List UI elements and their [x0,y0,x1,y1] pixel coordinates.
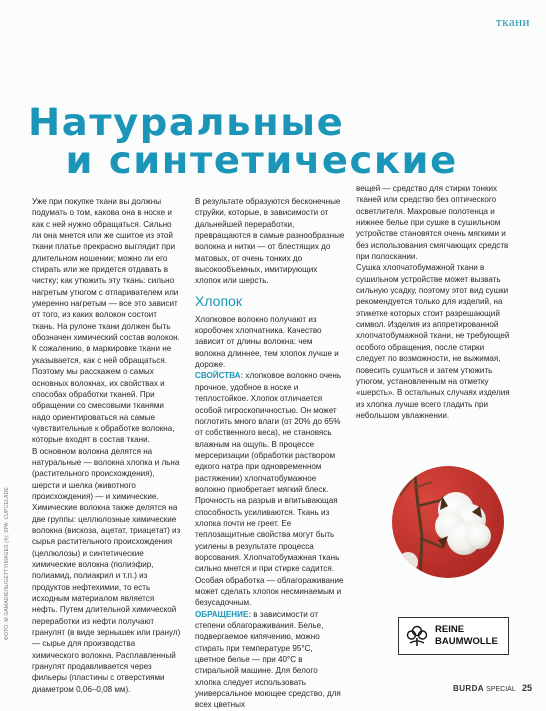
properties-label: СВОЙСТВА: [195,371,244,381]
care-text: в зависимости от степени облагораживания. Белье, подвергаемое кипячению, можно стирать при температуре 95°С, цветное белье — при 40°С в стиральной машине. Для белого хлопка следует использовать универсальное моющее средство, для всех цветных [195,609,341,710]
photo-credit: ФОТО: M.GAMADIЕЛЬ/GETTYIMAGES (4); SPA; CUPCELADE [4,487,10,640]
footer-brand: BURDA [453,684,484,693]
col2-properties [195,370,345,608]
footer-special: SPECIAL [486,686,516,693]
page-footer [453,683,532,693]
title-line-1: Натуральные [28,101,345,144]
badge-line-2: BAUMWOLLE [435,636,498,647]
subheading-cotton: Хлопок [195,292,242,309]
col2-care [195,609,345,711]
col1-paragraph-1: Уже при покупке ткани вы должны подумать о том, какова она в носке и как с ней нужно обращаться. Сильно ли она мнется или же сшитое из этой ткани платье прекрасно выглядит при длительном ношении; можно ли его стирать или же придется отдавать в чистку; как утюжить эту ткань: сильно нагретым утюгом с отпаривателем или умеренно нагретым — все это зависит от того, из каких волокон состоит ткань. На рулоне ткани должен быть обозначен химический состав волокон. К сожалению, в маркировке ткани не указывается, как с ней обращаться. Поэтому мы расскажем о самых основных волокнах, их свойствах и способах обработки тканей. При обращении со смесовыми тканями надо ориентироваться на самые чувствительные к обработке волокна, которые входят в состав ткани. [32,197,180,445]
text-column-3 [356,183,516,421]
title-line-2: и синтетические [65,139,458,182]
pure-cotton-badge [398,617,509,655]
cotton-photo [392,466,504,578]
col3-paragraph-2: Сушка хлопчатобумажной ткани в сушильном устройстве может вызвать сильную усадку, поэтому этот вид сушки рекомендуется только для изделий, на этикетке которых стоит разрешающий символ. Изделия из аппретированной хлопчатобумажной ткани, не требующей особого обращения, после стирки следует по возможности, не выжимая, повесить сушиться и затем утюжить утюгом, установленным на отметку «шерсть». В остальных случаях изделия из хлопка лучше всего гладить при небольшом увлажнении. [356,263,510,420]
badge-text [435,624,498,648]
col3-paragraph-1: вещей — средство для стирки тонких тканей или средство без оптического осветлителя. Махровые полотенца и нижнее белье при сушке в сушильном устройстве становятся очень мягкими и без использования смягчающих средств при полоскании. [356,184,509,262]
text-column-2 [195,196,345,711]
care-label: ОБРАЩЕНИЕ: [195,609,252,619]
properties-text: хлопковое волокно очень прочное, удобное в носке и теплостойкое. Хлопок отличается особой гигроскопичностью. Он может поглотить много влаги (от 20% до 65% от собственного веса), не становясь влажным на ощупь. В процессе мерсеризации (обработки раствором едкого натра при одновременном растяжении) хлопчатобумажное волокно приобретает мягкий блеск. Прочность на разрыв и впитывающая способность усиливаются. Ткань из хлопка почти не греет. Ее теплозащитные свойства могут быть усилены в результате процесса ворсования. Хлопчатобумажная ткань сильно мнется и при стирке садится. Особая обработка — облагораживание может сделать хлопок несминаемым и безусадочным. [195,371,344,608]
page-number: 25 [521,683,532,693]
page-title [28,101,465,182]
col1-paragraph-2: В основном волокна делятся на натуральные — волокна хлопка и льна (растительного происхождения), шерсти и шелка (животного происхождения) — и химические. Химические волокна также делятся на две группы: целлюлозные химические волокна (вискоза, ацетат, триацетат) из сырья растительного происхождения (целлюлозы) и синтетические химические волокна (полиэфир, полиамид, полиакрил и т.п.) из продуктов нефтехимии, то есть исходным материалом является нефть. Путем длительной химической переработки из нефти получают гранулят (в виде зернышек или гранул) — сырье для производства химического волокна. Расплавленный гранулят продавливается через фильеры (пластины с отверстиями диаметром 0,06–0,08 мм). [32,446,181,694]
text-column-1 [32,196,182,695]
section-tag: ткани [496,14,530,29]
cotton-boll-icon [403,622,431,650]
col2-intro: В результате образуются бесконечные струйки, которые, в зависимости от дальнейшей переработки, превращаются в самые разнообразные волокна и нитки — от блестящих до матовых, от очень тонких до высокообъемных, имитирующих хлопок или шерсть. [195,197,345,286]
col2-paragraph-1: Хлопковое волокно получают из коробочек хлопчатника. Качество зависит от длины волокна: чем волокна длиннее, тем хлопок лучше и дороже. [195,314,339,370]
badge-line-1: REINE [435,624,465,635]
cotton-boll-illustration [392,466,504,578]
